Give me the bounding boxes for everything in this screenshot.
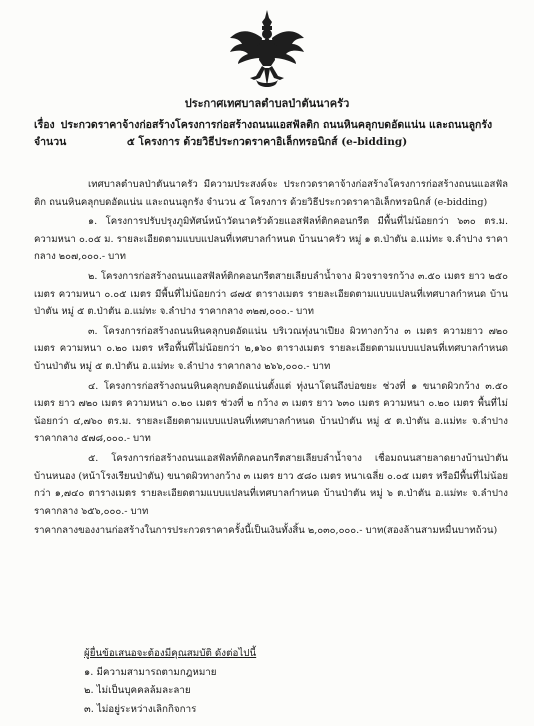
subject-label: เรื่อง (34, 119, 55, 131)
subject-text-line2: ๕ โครงการ ด้วยวิธีประกวดราคาอิเล็กทรอนิกส์ (e-bidding) (126, 136, 408, 148)
qualification-item-1: ๑. มีความสามารถตามกฎหมาย (84, 666, 217, 678)
project-item-3: ๓. โครงการก่อสร้างถนนหินคลุกบดอัดแน่น บริเวณทุ่งนาเปียง ผิวทางกว้าง ๓ เมตร ความยาว ๗๒๐ เมตร ความหนา ๐.๒๐ เมตร หรือพื้นที่ไม่น้อยกว่า ๒,๑๖๐ ตารางเมตร รายละเอียดตามแบบแปลนที่เทศบาลกำหนด บ้านป่าตัน หมู่ ๕ ต.ป่าตัน อ.แม่ทะ จ.ลำปาง ราคากลาง ๒๖๖,๐๐๐.- บาท (34, 325, 508, 372)
intro-paragraph: เทศบาลตำบลป่าตันนาครัว มีความประสงค์จะ ประกวดราคาจ้างก่อสร้างโครงการก่อสร้างถนนแอสฟัลติก ถนนหินคลุกบดอัดแน่น และถนนลูกรัง จำนวน ๕ โครงการ ด้วยวิธีประกวดราคาอิเล็กทรอนิกส์ (e-bidding) (34, 179, 508, 208)
qualification-item-3: ๓. ไม่อยู่ระหว่างเลิกกิจการ (84, 703, 197, 715)
project-item-4: ๔. โครงการก่อสร้างถนนหินคลุกบดอัดแน่นตั้งแต่ ทุ่งนาโดนถึงบ่อขยะ ช่วงที่ ๑ ขนาดผิวกว้าง ๓.๕๐ เมตร ยาว ๗๒๐ เมตร ความหนา ๐.๒๐ เมตร ช่วงที่ ๒ กว้าง ๓ เมตร ยาว ๖๓๐ เมตร ความหนา ๐.๒๐ เมตร พื้นที่ไม่น้อยกว่า ๔,๗๖๐ ตร.ม. รายละเอียดตามแบบแปลนที่เทศบาลกำหนด บ้านป่าตัน หมู่ ๕ ต.ป่าตัน อ.แม่ทะ จ.ลำปาง ราคากลาง ๕๗๘,๐๐๐.- บาท (34, 380, 508, 445)
project-item-2: ๒. โครงการก่อสร้างถนนแอสฟัลท์ติกคอนกรีตสายเลียบลำน้ำจาง ผิวจราจรกว้าง ๓.๕๐ เมตร ยาว ๒๕๐ เมตร ความหนา ๐.๐๕ เมตร มีพื้นที่ไม่น้อยกว่า ๘๗๕ ตารางเมตร รายละเอียดตามแบบแปลนที่เทศบาลกำหนด บ้านป่าตัน หมู่ ๕ ต.ป่าตัน อ.แม่ทะ จ.ลำปาง ราคากลาง ๓๒๗,๐๐๐.- บาท (34, 270, 508, 318)
page-title: ประกาศเทศบาลตำบลป่าตันนาครัว (184, 97, 350, 110)
subject-text-line1: ประกวดราคาจ้างก่อสร้างโครงการก่อสร้างถนนแอสฟัลติก ถนนหินคลุกบดอัดแน่น และถนนลูกรัง จำนวน (34, 119, 493, 148)
qualifications-heading: ผู้ยื่นข้อเสนอจะต้องมีคุณสมบัติ ดังต่อไปนี้ (84, 648, 257, 659)
garuda-emblem-icon (226, 8, 308, 90)
project-item-5: ๕. โครงการก่อสร้างถนนแอสฟัลท์ติกคอนกรีตสายเลียบลำน้ำจาง เชื่อมถนนสายลาดยางบ้านป่าตัน บ้านหนอง (หน้าโรงเรียนป่าตัน) ขนาดผิวทางกว้าง ๓ เมตร ยาว ๕๘๐ เมตร หนาเฉลี่ย ๐.๐๕ เมตร หรือมีพื้นที่ไม่น้อยกว่า ๑,๗๔๐ ตารางเมตร รายละเอียดตามแบบแปลนที่เทศบาลกำหนด บ้านป่าตัน หมู่ ๖ ต.ป่าตัน อ.แม่ทะ จ.ลำปาง ราคากลาง ๖๕๖,๐๐๐.- บาท (34, 452, 508, 517)
total-price: ราคากลางของงานก่อสร้างในการประกวดราคาครั้งนี้เป็นเงินทั้งสิ้น ๒,๐๓๐,๐๐๐.- บาท(สองล้านสามหมื่นบาทถ้วน) (34, 525, 498, 537)
qualifications-section (84, 645, 256, 719)
project-item-1: ๑. โครงการปรับปรุงภูมิทัศน์หน้าวัดนาครัวด้วยแอสฟัลท์ติกคอนกรีต มีพื้นที่ไม่น้อยกว่า ๖๓๐ ตร.ม. ความหนา ๐.๐๕ ม. รายละเอียดตามแบบแปลนที่เทศบาลกำหนด บ้านนาครัว หมู่ ๑ ต.ป่าตัน อ.แม่ทะ จ.ลำปาง ราคากลาง ๒๐๗,๐๐๐.- บาท (34, 216, 508, 263)
qualification-item-2: ๒. ไม่เป็นบุคคลล้มละลาย (84, 685, 191, 696)
body-content (34, 176, 508, 540)
